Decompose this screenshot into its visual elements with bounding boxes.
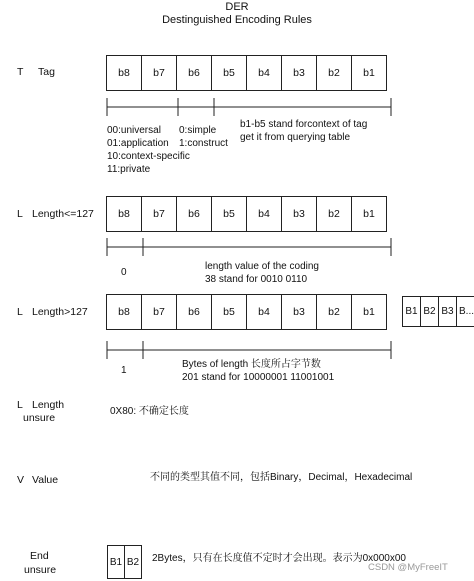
bit-cell: b6 — [176, 294, 212, 330]
length-short-flag: 0 — [121, 267, 127, 278]
length-long-flag: 1 — [121, 365, 127, 376]
length-long-note — [182, 358, 334, 384]
end-name: End — [30, 550, 49, 562]
bit-cell: b2 — [316, 294, 352, 330]
bit-cell: b4 — [246, 196, 282, 232]
tag-form-values — [179, 124, 228, 150]
tag-class-values — [107, 124, 190, 176]
length-unsure-name: Length — [32, 399, 65, 411]
tag-number-note-line: b1-b5 stand forcontext of tag — [240, 119, 368, 130]
length-long-letter: L — [17, 306, 23, 318]
length-short-note-line: length value of the coding — [205, 261, 319, 272]
tag-number-note — [240, 118, 367, 144]
length-byte-cell: B1 — [402, 296, 421, 327]
bit-cell: b4 — [246, 294, 282, 330]
value-name: Value — [32, 474, 59, 486]
length-unsure-name-2: unsure — [23, 412, 56, 424]
tag-name: Tag — [38, 66, 55, 78]
length-long-bit-row — [106, 294, 387, 330]
length-byte-cell: B... — [456, 296, 474, 327]
length-unsure-note: 0X80: 不确定长度 — [110, 406, 189, 417]
diagram-subtitle: Destinguished Encoding Rules — [162, 14, 312, 26]
bit-cell: b8 — [106, 294, 142, 330]
length-long-note-line: Bytes of length 长度所占字节数 — [182, 359, 321, 370]
bit-cell: b2 — [316, 196, 352, 232]
bit-cell: b7 — [141, 55, 177, 91]
bit-cell: b8 — [106, 55, 142, 91]
value-note: 不同的类型其值不同，包括Binary，Decimal，Hexadecimal — [150, 472, 413, 483]
tag-class-value: 10:context-specific — [107, 151, 190, 162]
tag-class-value: 11:private — [107, 164, 151, 175]
bit-cell: b1 — [351, 55, 387, 91]
length-long-note-line: 201 stand for 10000001 11001001 — [182, 372, 335, 383]
bit-cell: b3 — [281, 55, 317, 91]
bit-cell: b8 — [106, 196, 142, 232]
length-short-bit-row — [106, 196, 387, 232]
bit-cell: b6 — [176, 196, 212, 232]
length-short-name: Length<=127 — [32, 208, 94, 220]
bit-cell: b7 — [141, 196, 177, 232]
end-note: 2Bytes，只有在长度值不定时才会出现。表示为0x000x00 — [152, 553, 406, 564]
length-extra-bytes — [402, 296, 474, 327]
tag-number-note-line: get it from querying table — [240, 132, 351, 143]
bit-cell: b3 — [281, 294, 317, 330]
value-letter: V — [17, 474, 25, 486]
length-short-letter: L — [17, 208, 23, 220]
length-long-name: Length>127 — [32, 306, 88, 318]
bit-cell: b1 — [351, 294, 387, 330]
length-byte-cell: B3 — [438, 296, 457, 327]
end-byte-cell: B2 — [124, 545, 142, 579]
bit-cell: b4 — [246, 55, 282, 91]
diagram-title: DER — [225, 1, 249, 13]
bit-cell: b5 — [211, 196, 247, 232]
bit-cell: b6 — [176, 55, 212, 91]
tag-class-value: 01:application — [107, 138, 169, 149]
watermark: CSDN @MyFreeIT — [368, 562, 448, 573]
bit-cell: b2 — [316, 55, 352, 91]
end-bytes — [107, 545, 142, 579]
end-name-2: unsure — [24, 564, 57, 576]
bit-cell: b7 — [141, 294, 177, 330]
length-unsure-letter: L — [17, 399, 23, 411]
length-short-note-line: 38 stand for 0010 0110 — [205, 274, 308, 285]
tag-letter: T — [17, 66, 24, 78]
bit-cell: b1 — [351, 196, 387, 232]
end-byte-cell: B1 — [107, 545, 125, 579]
tag-form-value: 0:simple — [179, 125, 217, 136]
bit-cell: b5 — [211, 294, 247, 330]
bit-cell: b3 — [281, 196, 317, 232]
length-short-note — [205, 260, 319, 286]
tag-class-value: 00:universal — [107, 125, 161, 136]
bit-cell: b5 — [211, 55, 247, 91]
length-byte-cell: B2 — [420, 296, 439, 327]
tag-form-value: 1:construct — [179, 138, 228, 149]
